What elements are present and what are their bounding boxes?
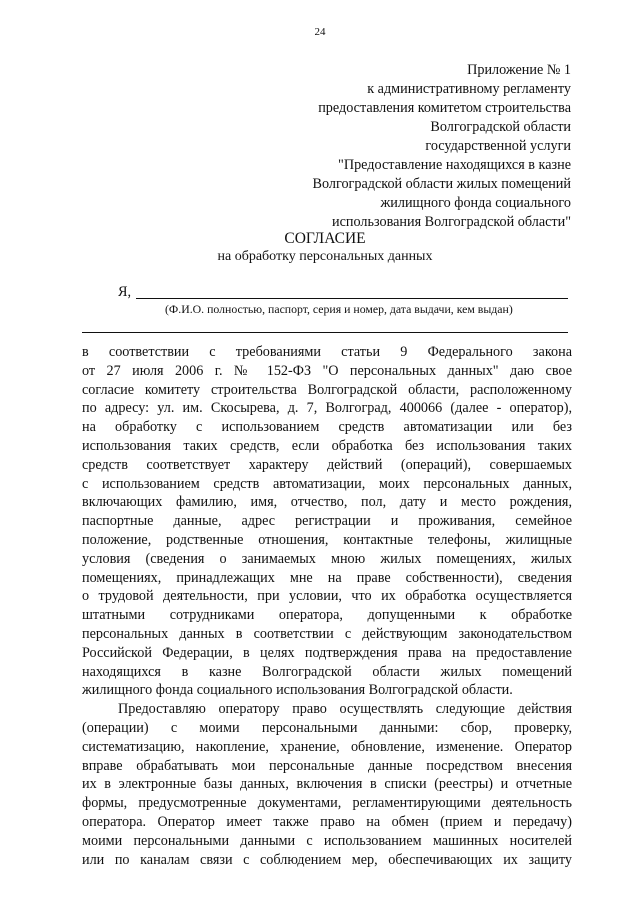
body-line: о трудовой деятельности, при условии, что их обработка осуществляется — [82, 588, 572, 605]
body-line: персональных данных в соответствии с действующим законодательством — [82, 625, 572, 642]
body-line: согласие комитету строительства Волгоградской области, расположенному — [82, 381, 572, 398]
name-fill-line — [136, 298, 568, 299]
continuation-fill-line — [82, 332, 568, 333]
body-line: вправе обрабатывать мои персональные данные посредством внесения — [82, 757, 572, 774]
body-line: формы, предусмотренные документами, регламентирующими деятельность — [82, 795, 572, 812]
fill-hint: (Ф.И.О. полностью, паспорт, серия и номер, дата выдачи, кем выдан) — [165, 302, 513, 316]
appendix-line: Волгоградской области — [430, 119, 571, 135]
body-line: по адресу: ул. им. Скосырева, д. 7, Волгоград, 400066 (далее - оператор), — [82, 400, 572, 417]
body-line: использования таких средств, если обработка без использования таких — [82, 437, 572, 454]
ya-label: Я, — [118, 284, 132, 300]
appendix-line: Волгоградской области жилых помещений — [312, 176, 571, 192]
body-line: от 27 июля 2006 г. № 152-ФЗ "О персональных данных" даю свое — [82, 362, 572, 379]
appendix-line: предоставления комитетом строительства — [318, 100, 571, 116]
body-line: моими персональными данными с использованием машинных носителей — [82, 832, 572, 849]
appendix-line: к административному регламенту — [367, 81, 571, 97]
body-line: или по каналам связи с соблюдением мер, обеспечивающих их защиту — [82, 851, 572, 868]
appendix-line: жилищного фонда социального — [380, 195, 571, 211]
appendix-block — [313, 61, 571, 232]
appendix-line: использования Волгоградской области" — [332, 214, 571, 230]
document-subtitle: на обработку персональных данных — [217, 249, 433, 264]
body-line: оператора. Оператор имеет также право на обмен (прием и передачу) — [82, 813, 572, 830]
appendix-line: государственной услуги — [425, 138, 571, 154]
body-line: положение, родственные отношения, контактные телефоны, жилищные — [82, 531, 572, 548]
body-line: Предоставляю оператору право осуществлять следующие действия — [118, 701, 572, 718]
page-number: 24 — [314, 26, 326, 38]
body-line: находящихся в казне Волгоградской области жилых помещений — [82, 663, 572, 680]
body-line: штатными сотрудниками оператора, допущенными к обработке — [82, 607, 572, 624]
body-line: систематизацию, накопление, хранение, обновление, изменение. Оператор — [82, 738, 572, 755]
body-line: условия (сведения о занимаемых мною жилых помещениях, жилых — [82, 550, 572, 567]
body-line: жилищного фонда социального использования Волгоградской области. — [82, 682, 513, 699]
body-line: с использованием средств автоматизации, моих персональных данных, — [82, 475, 572, 492]
body-line: Российской Федерации, в целях подтверждения права на предоставление — [82, 644, 572, 661]
body-line: (операции) с моими персональными данными: сбор, проверку, — [82, 719, 572, 736]
body-line: средств соответствует характеру действий (операций), совершаемых — [82, 456, 572, 473]
body-line: включающих фамилию, имя, отчество, пол, дату и место рождения, — [82, 494, 572, 511]
document-title: СОГЛАСИЕ — [284, 230, 366, 247]
body-line: паспортные данные, адрес регистрации и проживания, семейное — [82, 513, 572, 530]
body-line: их в электронные базы данных, включения в списки (реестры) и отчетные — [82, 776, 572, 793]
body-line: в соответствии с требованиями статьи 9 Федерального закона — [82, 344, 572, 360]
body-line: на обработку с использованием средств автоматизации или без — [82, 419, 572, 436]
body-line: помещениях, принадлежащих мне на праве собственности), сведения — [82, 569, 572, 586]
appendix-line: Приложение № 1 — [467, 62, 571, 78]
consent-body — [82, 343, 572, 869]
appendix-line: "Предоставление находящихся в казне — [338, 157, 571, 173]
